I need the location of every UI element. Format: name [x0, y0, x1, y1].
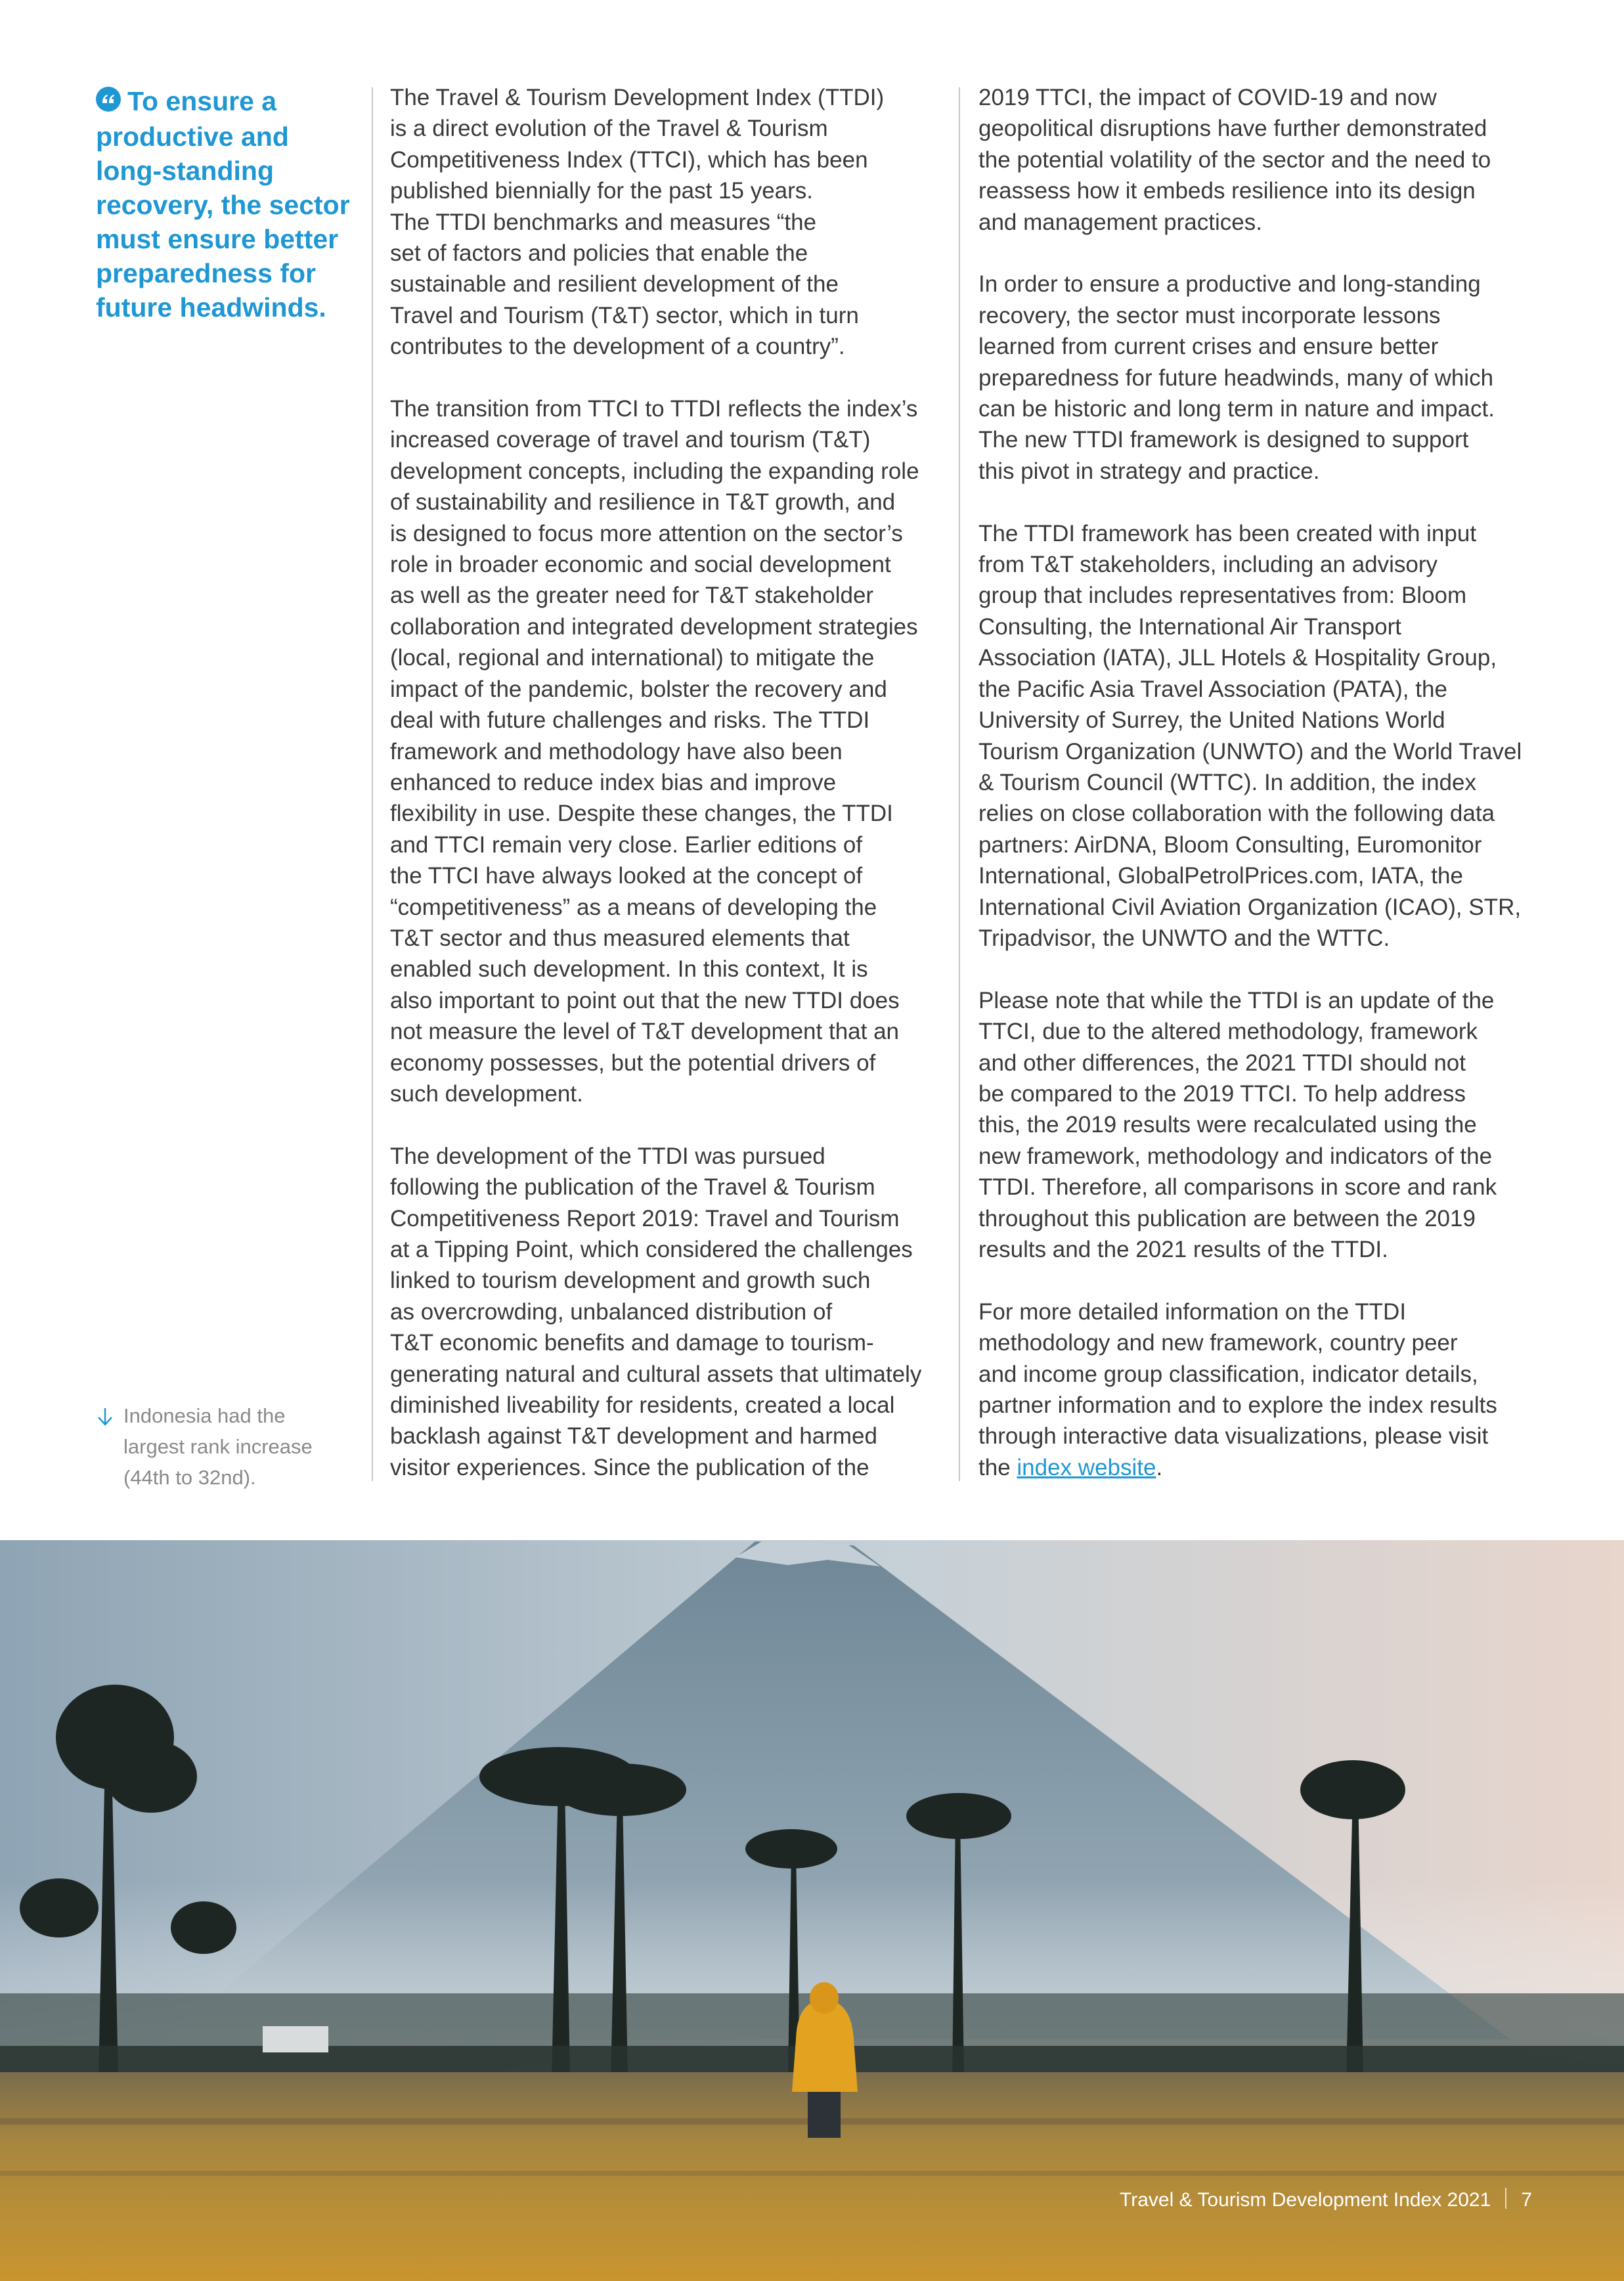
text-line: linked to tourism development and growth such: [390, 1268, 871, 1294]
text-line: flexibility in use. Despite these changes, the TTDI: [390, 801, 893, 827]
text-line: increased coverage of travel and tourism (T&T): [390, 427, 871, 453]
page-number: 7: [1521, 2189, 1532, 2211]
volcano-field-illustration: [0, 1540, 1624, 2281]
text-line: as well as the greater need for T&T stakeholder: [390, 583, 874, 609]
arrow-down-icon: [96, 1404, 114, 1435]
text-line: enhanced to reduce index bias and improve: [390, 769, 837, 795]
text-line: Tripadvisor, the UNWTO and the WTTC.: [978, 925, 1390, 951]
text-line: recovery, the sector must incorporate lessons: [978, 302, 1441, 328]
text-line: published biennially for the past 15 years.: [390, 178, 814, 204]
pull-quote-line: preparedness for: [96, 258, 316, 288]
text-line: contributes to the development of a country”.: [390, 334, 845, 360]
text-line: For more detailed information on the TTDI: [978, 1298, 1407, 1325]
caption-line: largest rank increase: [123, 1435, 313, 1458]
text-line: The TTDI benchmarks and measures “the: [390, 209, 817, 235]
paragraph: [390, 82, 948, 363]
text-line: geopolitical disruptions have further demonstrated: [978, 116, 1487, 142]
text-line: The Travel & Tourism Development Index (TTDI): [390, 85, 885, 110]
text-line: The new TTDI framework is designed to support: [978, 427, 1469, 453]
column-rule-middle: [959, 87, 960, 1481]
text-line: visitor experiences. Since the publication of the: [390, 1454, 869, 1480]
text-line: 2019 TTCI, the impact of COVID-19 and now: [978, 85, 1437, 110]
quote-icon: [96, 85, 121, 120]
body-column-2: [978, 82, 1543, 1483]
text-line: and TTCI remain very close. Earlier editions of: [390, 831, 863, 858]
text-line: and other differences, the 2021 TTDI should not: [978, 1050, 1466, 1076]
paragraph: [978, 1296, 1543, 1483]
text-line: methodology and new framework, country peer: [978, 1330, 1458, 1356]
text-line: learned from current crises and ensure better: [978, 334, 1439, 360]
text-line: of sustainability and resilience in T&T growth, and: [390, 489, 896, 516]
text-line: and management practices.: [978, 209, 1262, 235]
paragraph: [978, 518, 1543, 954]
text-line: is designed to focus more attention on the sector’s: [390, 520, 903, 546]
paragraph-lines: [978, 1296, 1543, 1452]
text-line: new framework, methodology and indicators of the: [978, 1143, 1493, 1169]
text-line: “competitiveness” as a means of developing the: [390, 894, 877, 920]
text-line: TTDI. Therefore, all comparisons in score and rank: [978, 1174, 1497, 1201]
text-line: be compared to the 2019 TTCI. To help address: [978, 1080, 1466, 1107]
column-rule-left: [372, 87, 373, 1481]
text-run: the: [978, 1454, 1017, 1480]
text-line: partner information and to explore the index results: [978, 1392, 1497, 1418]
footer-divider: [1505, 2188, 1506, 2209]
text-line: economy possesses, but the potential drivers of: [390, 1050, 876, 1076]
text-line: In order to ensure a productive and long-standing: [978, 271, 1481, 298]
text-line: framework and methodology have also been: [390, 738, 843, 764]
text-line: following the publication of the Travel & Tourism: [390, 1174, 875, 1201]
text-line: reassess how it embeds resilience into its design: [978, 178, 1476, 204]
text-line: Competitiveness Report 2019: Travel and Tourism: [390, 1205, 900, 1231]
text-line: Association (IATA), JLL Hotels & Hospitality Group,: [978, 645, 1497, 671]
text-line: not measure the level of T&T development that an: [390, 1019, 900, 1045]
text-line: Please note that while the TTDI is an update of the: [978, 987, 1495, 1013]
text-line: generating natural and cultural assets that ultimately: [390, 1361, 922, 1387]
text-line: (local, regional and international) to mitigate the: [390, 645, 875, 671]
index-website-link[interactable]: index website: [1017, 1454, 1156, 1480]
text-line: preparedness for future headwinds, many of which: [978, 365, 1494, 391]
text-line: this, the 2019 results were recalculated using the: [978, 1112, 1477, 1138]
report-title: Travel & Tourism Development Index 2021: [1120, 2189, 1491, 2211]
text-line: can be historic and long term in nature and impact.: [978, 396, 1495, 422]
text-line: Consulting, the International Air Transport: [978, 613, 1401, 640]
text-line: from T&T stakeholders, including an advisory: [978, 552, 1438, 578]
landscape-photo: [0, 1540, 1624, 2281]
image-caption: [96, 1400, 345, 1493]
caption-line: (44th to 32nd).: [123, 1466, 256, 1489]
text-line: the Pacific Asia Travel Association (PATA), the: [978, 676, 1447, 702]
text-line: the potential volatility of the sector and the need to: [978, 146, 1491, 173]
text-line: through interactive data visualizations, please visit: [978, 1423, 1489, 1450]
pull-quote: [96, 84, 359, 324]
text-line: enabled such development. In this context, It is: [390, 956, 868, 983]
paragraph: [978, 985, 1543, 1266]
text-line: impact of the pandemic, bolster the recovery and: [390, 676, 887, 702]
pull-quote-line: productive and: [96, 122, 289, 152]
text-line: partners: AirDNA, Bloom Consulting, Euromonitor: [978, 831, 1482, 858]
caption-text: [123, 1400, 345, 1493]
text-line: deal with future challenges and risks. The TTDI: [390, 707, 870, 734]
text-line: Tourism Organization (UNWTO) and the World Travel: [978, 738, 1522, 764]
text-line: such development.: [390, 1080, 583, 1107]
text-line: The development of the TTDI was pursued: [390, 1143, 825, 1169]
text-line: set of factors and policies that enable the: [390, 240, 808, 267]
text-line: Competitiveness Index (TTCI), which has been: [390, 146, 868, 173]
pull-quote-line: must ensure better: [96, 224, 339, 254]
text-line: T&T economic benefits and damage to tourism-: [390, 1330, 874, 1356]
text-line: The transition from TTCI to TTDI reflects the index’s: [390, 396, 918, 422]
body-column-1: [390, 82, 948, 1483]
pull-quote-line: future headwinds.: [96, 292, 326, 322]
paragraph: [978, 82, 1543, 238]
text-line: The TTDI framework has been created with input: [978, 520, 1477, 546]
text-line: International Civil Aviation Organization (ICAO), STR,: [978, 894, 1522, 920]
text-line: backlash against T&T development and harmed: [390, 1423, 877, 1450]
caption-line: Indonesia had the: [123, 1404, 286, 1427]
text-line: throughout this publication are between the 2019: [978, 1205, 1476, 1231]
text-line: role in broader economic and social development: [390, 552, 891, 578]
text-line: diminished liveability for residents, created a local: [390, 1392, 895, 1419]
paragraph: [390, 393, 948, 1109]
text-line: collaboration and integrated development strategies: [390, 613, 918, 640]
text-line: Travel and Tourism (T&T) sector, which in turn: [390, 302, 859, 328]
text-line: at a Tipping Point, which considered the challenges: [390, 1237, 913, 1262]
text-line: also important to point out that the new TTDI does: [390, 987, 900, 1013]
text-run: .: [1156, 1454, 1163, 1480]
text-line: University of Surrey, the United Nations World: [978, 707, 1445, 734]
text-line: TTCI, due to the altered methodology, framework: [978, 1019, 1478, 1045]
text-line: this pivot in strategy and practice.: [978, 458, 1320, 484]
page-footer: [1120, 2188, 1532, 2211]
pull-quote-line: long-standing: [96, 156, 274, 186]
text-line: and income group classification, indicator details,: [978, 1361, 1478, 1387]
text-line: development concepts, including the expanding role: [390, 458, 919, 484]
text-line: group that includes representatives from: Bloom: [978, 583, 1467, 609]
text-line: sustainable and resilient development of the: [390, 271, 839, 298]
text-line: is a direct evolution of the Travel & Tourism: [390, 116, 828, 142]
text-line: results and the 2021 results of the TTDI.: [978, 1236, 1388, 1262]
text-line: the TTCI have always looked at the concept of: [390, 863, 863, 889]
paragraph: [978, 269, 1543, 487]
text-line: & Tourism Council (WTTC). In addition, the index: [978, 769, 1476, 795]
text-line: T&T sector and thus measured elements that: [390, 925, 850, 951]
pull-quote-line: To ensure a: [96, 84, 359, 120]
pull-quote-line: recovery, the sector: [96, 190, 350, 220]
paragraph: [390, 1141, 948, 1483]
text-line: International, GlobalPetrolPrices.com, IATA, the: [978, 863, 1463, 889]
text-line: [978, 1452, 1543, 1483]
text-line: relies on close collaboration with the following data: [978, 801, 1495, 827]
text-line: as overcrowding, unbalanced distribution of: [390, 1298, 833, 1325]
